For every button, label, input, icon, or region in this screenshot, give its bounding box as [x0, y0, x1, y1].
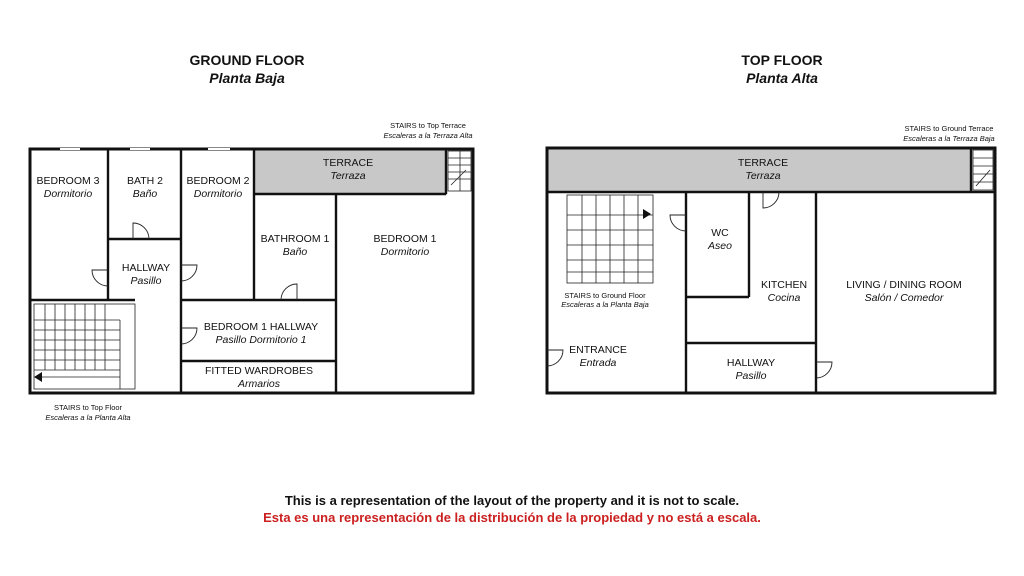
room-sublabel: Terraza [745, 170, 781, 182]
door-swing-icon [181, 265, 197, 281]
room-sublabel: Entrada [579, 357, 617, 369]
room-sublabel: Pasillo Dormitorio 1 [215, 334, 307, 346]
stairs-floor-label: STAIRS to Ground Floor [564, 291, 646, 300]
top-terrace-stairs [973, 150, 993, 190]
room-label: LIVING / DINING ROOM [846, 279, 962, 291]
stairs-floor-sublabel: Escaleras a la Planta Alta [45, 413, 131, 422]
room-sublabel: Pasillo [130, 275, 162, 287]
room-sublabel: Baño [132, 188, 158, 200]
room-label: BEDROOM 2 [186, 175, 250, 187]
room-label: BEDROOM 3 [36, 175, 100, 187]
room-sublabel: Pasillo [735, 370, 767, 382]
disclaimer-english: This is a representation of the layout of the property and it is not to scale. [284, 493, 740, 508]
top-floor-title: TOP FLOOR [741, 52, 823, 68]
top-floor-plan [547, 52, 995, 393]
room-sublabel: Cocina [767, 292, 801, 304]
room-sublabel: Baño [282, 246, 308, 258]
door-swing-icon [133, 223, 149, 239]
stairs-terrace-label: STAIRS to Ground Terrace [904, 124, 994, 133]
room-sublabel: Salón / Comedor [864, 292, 944, 304]
room-label: TERRACE [737, 157, 789, 169]
room-sublabel: Armarios [237, 378, 281, 390]
door-swing-icon [816, 362, 832, 378]
ground-floor-plan [30, 52, 473, 422]
stairs-terrace-sublabel: Escaleras a la Terraza Alta [383, 131, 473, 140]
stairs-terrace-label: STAIRS to Top Terrace [390, 121, 466, 130]
room-sublabel: Aseo [708, 240, 732, 252]
room-label: ENTRANCE [569, 344, 627, 356]
room-sublabel: Terraza [330, 170, 366, 182]
stairs-floor-sublabel: Escaleras a la Planta Baja [561, 300, 649, 309]
room-label: WC [711, 227, 729, 239]
room-sublabel: Dormitorio [193, 188, 243, 200]
room-label: BATHROOM 1 [260, 233, 330, 245]
room-label: HALLWAY [726, 357, 776, 369]
room-label: BATH 2 [127, 175, 163, 187]
door-swing-icon [547, 350, 563, 366]
door-swing-icon [670, 215, 686, 231]
room-label: BEDROOM 1 [373, 233, 437, 245]
room-label: HALLWAY [121, 262, 171, 274]
stairs-floor-label: STAIRS to Top Floor [53, 403, 123, 412]
door-swing-icon [92, 270, 108, 286]
ground-terrace-stairs [448, 151, 471, 191]
ground-floor-subtitle: Planta Baja [209, 70, 285, 86]
top-stairs [567, 195, 653, 283]
door-swing-icon [181, 328, 197, 344]
room-label: TERRACE [322, 157, 374, 169]
ground-floor-title: GROUND FLOOR [189, 52, 305, 68]
ground-stairs [34, 304, 135, 389]
room-sublabel: Dormitorio [43, 188, 93, 200]
stairs-terrace-sublabel: Escaleras a la Terraza Baja [903, 134, 995, 143]
room-label: BEDROOM 1 HALLWAY [203, 321, 319, 333]
room-sublabel: Dormitorio [380, 246, 430, 258]
stairs-arrow-icon [34, 372, 42, 382]
stairs-arrow-icon [643, 209, 651, 219]
top-floor-subtitle: Planta Alta [746, 70, 818, 86]
room-label: KITCHEN [760, 279, 808, 291]
door-swing-icon [763, 192, 779, 208]
room-label: FITTED WARDROBES [204, 365, 314, 377]
door-swing-icon [281, 284, 297, 300]
disclaimer-spanish: Esta es una representación de la distribución de la propiedad y no está a escala. [263, 510, 761, 525]
